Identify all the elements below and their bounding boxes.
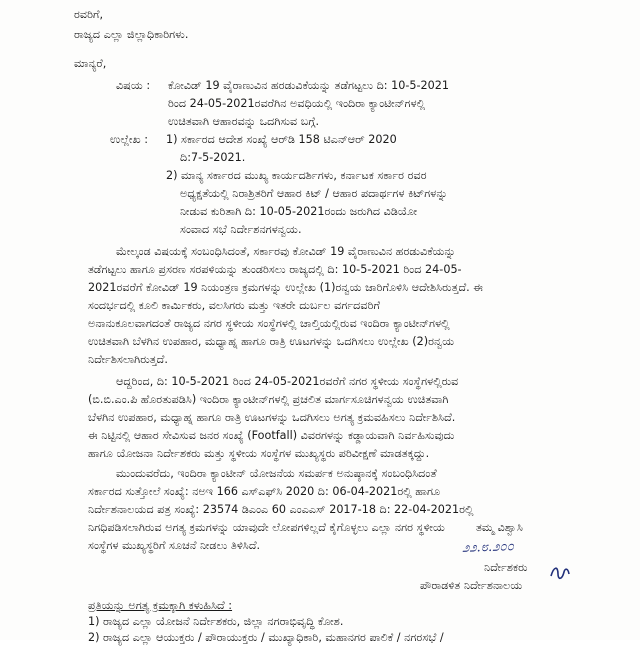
para1-line-3: 2021ರವರೆಗೆ ಕೋವಿಡ್ 19 ನಿಯಂತ್ರಣ ಕ್ರಮಗಳನ್ನು ಉಲ್ಲೇಖ (1)ರನ್ವಯ ಜಾರಿಗೊಳಿಸಿ ಆದೇಶಿಸಿರುತ್ತದೆ. ಈ [88, 281, 483, 294]
copy-to-item-2: 2) ರಾಜ್ಯದ ಎಲ್ಲಾ ಆಯುಕ್ತರು / ಪೌರಾಯುಕ್ತರು / ಮುಖ್ಯಾಧಿಕಾರಿ, ಮಹಾನಗರ ಪಾಲಿಕೆ / ನಗರಸಭೆ / [88, 631, 444, 644]
para3-line-1: ಮುಂದುವರೆದು, ಇಂದಿರಾ ಕ್ಯಾಂಟೀನ್ ಯೋಜನೆಯ ಸಮರ್ಪಕ ಅನುಷ್ಠಾನಕ್ಕೆ ಸಂಬಂಧಿಸಿದಂತೆ [116, 467, 437, 480]
salutation: ಮಾನ್ಯರೆ, [74, 57, 107, 70]
para1-line-2: ತಡೆಗಟ್ಟಲು ಹಾಗೂ ಪ್ರಸರಣ ಸರಪಳಿಯನ್ನು ತುಂಡರಿಸಲು ರಾಜ್ಯದಲ್ಲಿ ದಿ: 10-5-2021 ರಿಂದ 24-05- [88, 263, 462, 276]
para1-line-5: ಅನಾನುಕೂಲವಾಗದಂತೆ ರಾಜ್ಯದ ನಗರ ಸ್ಥಳೀಯ ಸಂಸ್ಥೆಗಳಲ್ಲಿ ಚಾಲ್ತಿಯಲ್ಲಿರುವ ಇಂದಿರಾ ಕ್ಯಾಂಟೀನ್‌ಗಳಲ್ಲಿ [88, 317, 450, 330]
para2-line-5: ಹಾಗೂ ಯೋಜನಾ ನಿರ್ದೇಶಕರು ಮತ್ತು ಸ್ಥಳೀಯ ಸಂಸ್ಥೆಗಳ ಮುಖ್ಯಸ್ಥರು ಪರಿವೀಕ್ಷಣೆ ಮಾಡತಕ್ಕದ್ದು. [88, 447, 430, 460]
subject-label: ವಿಷಯ : [116, 79, 151, 92]
para2-line-1: ಆದ್ದರಿಂದ, ದಿ: 10-5-2021 ರಿಂದ 24-05-2021ರವರೆಗೆ ನಗರ ಸ್ಥಳೀಯ ಸಂಸ್ಥೆಗಳಲ್ಲಿರುವ [116, 375, 459, 388]
para2-line-3: ಬೆಳಗಿನ ಉಪಹಾರ, ಮಧ್ಯಾಹ್ನ ಹಾಗೂ ರಾತ್ರಿ ಊಟಗಳನ್ನು ಒದಗಿಸಲು ಅಗತ್ಯ ಕ್ರಮವಹಿಸಲು ನಿರ್ದೇಶಿಸಿದೆ. [88, 411, 456, 424]
copy-to-heading: ಪ್ರತಿಯನ್ನು ಅಗತ್ಯ ಕ್ರಮಕ್ಕಾಗಿ ಕಳುಹಿಸಿದೆ : [88, 599, 233, 612]
para3-line-5: ಸಂಸ್ಥೆಗಳ ಮುಖ್ಯಸ್ಥರಿಗೆ ಸೂಚನೆ ನೀಡಲು ತಿಳಿಸಿದೆ. [88, 539, 261, 552]
recipients-line: ರಾಜ್ಯದ ಎಲ್ಲಾ ಜಿಲ್ಲಾಧಿಕಾರಿಗಳು. [74, 28, 189, 41]
addressee-line: ರವರಿಗೆ, [74, 8, 104, 21]
closing-title: ನಿರ್ದೇಶಕರು [484, 561, 528, 574]
reference-2-line-3: ನೀಡುವ ಕುರಿತಾಗಿ ದಿ: 10-05-2021ರಂದು ಜರುಗಿದ ವಿಡಿಯೋ [180, 205, 418, 218]
reference-1-line-1: 1) ಸರ್ಕಾರದ ಆದೇಶ ಸಂಖ್ಯೆ ಆರ್‌ಡಿ 158 ಟಿಎನ್‌ಆರ್ 2020 [166, 133, 397, 146]
para1-line-1: ಮೇಲ್ಕಂಡ ವಿಷಯಕ್ಕೆ ಸಂಬಂಧಿಸಿದಂತೆ, ಸರ್ಕಾರವು ಕೋವಿಡ್ 19 ವೈರಾಣುವಿನ ಹರಡುವಿಕೆಯನ್ನು [116, 245, 456, 258]
copy-to-item-1: 1) ರಾಜ್ಯದ ಎಲ್ಲಾ ಯೋಜನೆ ನಿರ್ದೇಶಕರು, ಜಿಲ್ಲಾ ನಗರಾಭಿವೃದ್ಧಿ ಕೋಶ. [88, 615, 344, 628]
reference-2-line-2: ಅಧ್ಯಕ್ಷತೆಯಲ್ಲಿ ನಿರಾಶ್ರಿತರಿಗೆ ಆಹಾರ ಕಿಟ್ / ಆಹಾರ ಪದಾರ್ಥಗಳ ಕಿಟ್‌ಗಳನ್ನು [180, 187, 448, 200]
reference-2-line-1: 2) ಮಾನ್ಯ ಸರ್ಕಾರದ ಮುಖ್ಯ ಕಾರ್ಯದರ್ಶಿಗಳು, ಕರ್ನಾಟಕ ಸರ್ಕಾರ ರವರ [166, 169, 427, 182]
para2-line-2: (ಬಿ.ಬಿ.ಎಂ.ಪಿ ಹೊರತುಪಡಿಸಿ) ಇಂದಿರಾ ಕ್ಯಾಂಟೀನ್‌ಗಳಲ್ಲಿ ಪ್ರಚಲಿತ ಮಾರ್ಗಸೂಚಿಗಳನ್ವಯ ಉಚಿತವಾಗಿ [88, 393, 449, 406]
para1-line-7: ನಿರ್ದೇಶಿಸಲಾಗಿರುತ್ತದೆ. [88, 353, 168, 366]
reference-label: ಉಲ್ಲೇಖ : [110, 133, 149, 146]
signature-scribble-icon [548, 562, 572, 584]
para3-line-2: ಸರ್ಕಾರದ ಸುತ್ತೋಲೆ ಸಂಖ್ಯೆ: ನಅಇ 166 ಎಸ್‌ಎಫ್‌ಸಿ 2020 ದಿ: 06-04-2021ರಲ್ಲಿ ಹಾಗೂ [88, 485, 441, 498]
handwritten-signature-date: ೨೨.೮.೨೦೦ [461, 539, 515, 556]
closing-office: ಪೌರಾಡಳಿತ ನಿರ್ದೇಶನಾಲಯ [420, 579, 523, 592]
reference-2-line-4: ಸಂವಾದ ಸಭೆ ನಿರ್ದೇಶನಗಳನ್ವಯ. [180, 223, 302, 236]
subject-line-3: ಉಚಿತವಾಗಿ ಆಹಾರವನ್ನು ಒದಗಿಸುವ ಬಗ್ಗೆ. [168, 115, 320, 128]
reference-1-line-2: ದಿ:7-5-2021. [180, 151, 246, 164]
para1-line-6: ಉಚಿತವಾಗಿ ಬೆಳಗಿನ ಉಪಹಾರ, ಮಧ್ಯಾಹ್ನ ಹಾಗೂ ರಾತ್ರಿ ಊಟಗಳನ್ನು ಒದಗಿಸಲು ಉಲ್ಲೇಖ (2)ರನ್ವಯ [88, 335, 455, 348]
para3-line-4: ನಿಗಧಿಪಡಿಸಲಾಗಿರುವ ಅಗತ್ಯ ಕ್ರಮಗಳನ್ನು ಯಾವುದೇ ಲೋಪಗಳಿಲ್ಲದೆ ಕೈಗೊಳ್ಳಲು ಎಲ್ಲಾ ನಗರ ಸ್ಥಳೀಯ [88, 521, 445, 534]
para3-line-3: ನಿರ್ದೇಶನಾಲಯದ ಪತ್ರ ಸಂಖ್ಯೆ: 23574 ಡಿಎಂಎ 60 ಎಂಎಎಸ್ 2017-18 ದಿ: 22-04-2021ರಲ್ಲಿ [88, 503, 474, 516]
closing-yours: ತಮ್ಮ ವಿಶ್ವಾಸಿ [476, 521, 523, 534]
para1-line-4: ಸಂದರ್ಭದಲ್ಲಿ ಕೂಲಿ ಕಾರ್ಮಿಕರು, ವಲಸಿಗರು ಮತ್ತು ಇತರೇ ದುರ್ಬಲ ವರ್ಗದವರಿಗೆ [88, 299, 380, 312]
para2-line-4: ಈ ನಿಟ್ಟಿನಲ್ಲಿ ಆಹಾರ ಸೇವಿಸುವ ಜನರ ಸಂಖ್ಯೆ (Footfall) ವಿವರಗಳನ್ನು ಕಡ್ಡಾಯವಾಗಿ ನಿರ್ವಹಿಸುವುದು [88, 429, 455, 442]
subject-line-2: ರಿಂದ 24-05-2021ರವರೆಗಿನ ಅವಧಿಯಲ್ಲಿ ಇಂದಿರಾ ಕ್ಯಾಂಟೀನ್‌ಗಳಲ್ಲಿ [168, 97, 426, 110]
subject-line-1: ಕೋವಿಡ್ 19 ವೈರಾಣುವಿನ ಹರಡುವಿಕೆಯನ್ನು ತಡೆಗಟ್ಟಲು ದಿ: 10-5-2021 [168, 79, 450, 92]
